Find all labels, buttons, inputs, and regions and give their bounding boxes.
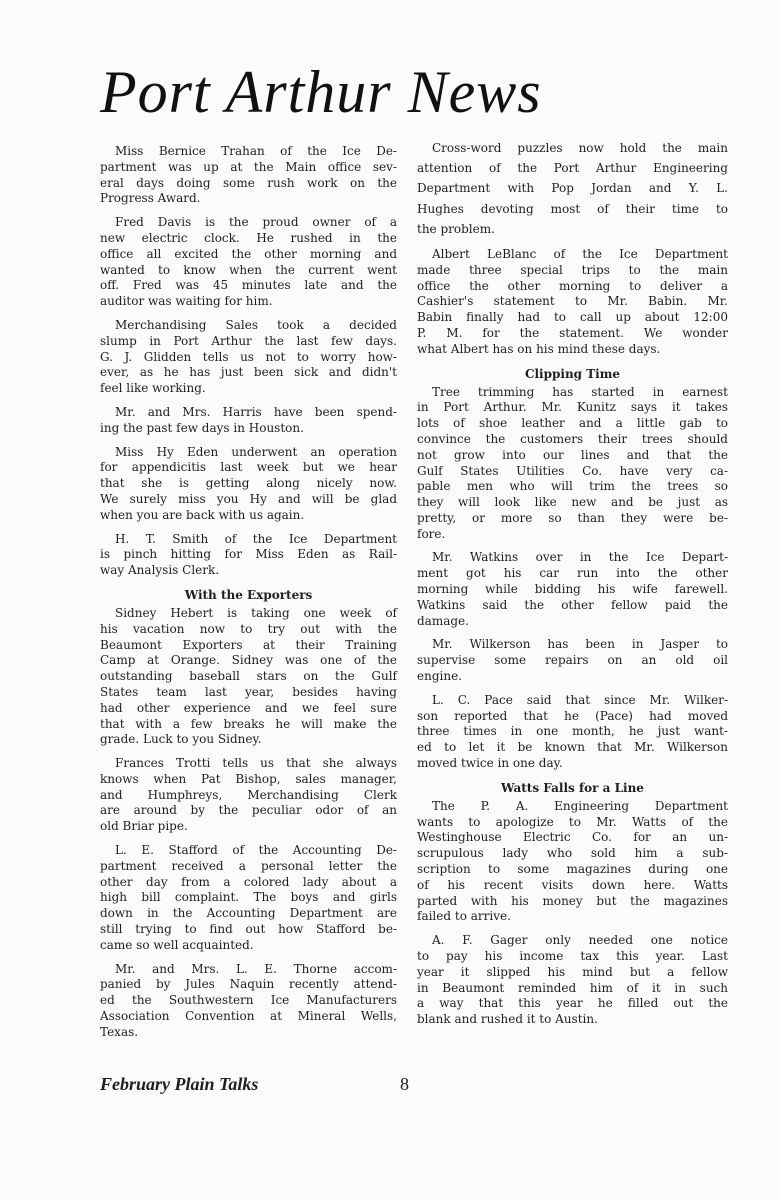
text-line: Cashier's statement to Mr. Babin. Mr. <box>417 294 728 309</box>
text-line: Gulf States Utilities Co. have very ca- <box>417 463 728 478</box>
text-line: in Beaumont reminded him of it in such <box>417 980 728 995</box>
text-line: for appendicitis last week but we hear <box>100 460 397 475</box>
text-line: States team last year, besides having <box>100 684 397 699</box>
text-line: Camp at Orange. Sidney was one of the <box>100 653 397 668</box>
text-line: Mr. and Mrs. Harris have been spend- <box>115 404 397 419</box>
text-line: knows when Pat Bishop, sales manager, <box>100 771 397 786</box>
text-line: is pinch hitting for Miss Eden as Rail- <box>100 547 397 562</box>
text-line: to pay his income tax this year. Last <box>417 949 728 964</box>
text-line: Progress Award. <box>100 191 201 206</box>
text-line: morning while bidding his wife farewell. <box>417 582 728 597</box>
text-line: Miss Hy Eden underwent an operation <box>115 444 397 459</box>
text-line: office the other morning to deliver a <box>417 278 728 293</box>
text-line: P. M. for the statement. We wonder <box>417 325 728 340</box>
text-line: partment received a personal letter the <box>100 858 397 873</box>
text-line: partment was up at the Main office sev- <box>100 159 397 174</box>
left-column <box>100 144 397 1049</box>
paragraph <box>417 799 728 925</box>
paragraph <box>100 215 397 310</box>
text-line: Watkins said the other fellow paid the <box>417 597 728 612</box>
text-line: wants to apologize to Mr. Watts of the <box>417 814 728 829</box>
text-line: slump in Port Arthur the last few days. <box>100 333 397 348</box>
text-line: pable men who will trim the trees so <box>417 479 728 494</box>
paragraph <box>100 318 397 397</box>
paragraph <box>100 606 397 748</box>
text-line: outstanding baseball stars on the Gulf <box>100 669 397 684</box>
text-line: parted with his money but the magazines <box>417 893 728 908</box>
text-line: other day from a colored lady about a <box>100 874 397 889</box>
section-heading: Watts Falls for a Line <box>501 780 644 795</box>
paragraph <box>100 532 397 579</box>
text-line: ed to let it be known that Mr. Wilkerson <box>417 740 728 755</box>
text-line: office all excited the other morning and <box>100 246 397 261</box>
text-line: supervise some repairs on an old oil <box>417 653 728 668</box>
paragraph <box>417 550 728 629</box>
text-line: Department with Pop Jordan and Y. L. <box>417 181 728 196</box>
text-line: Mr. and Mrs. L. E. Thorne accom- <box>115 961 397 976</box>
text-line: Texas. <box>100 1024 139 1039</box>
text-line: high bill complaint. The boys and girls <box>100 890 397 905</box>
text-line: still trying to find out how Stafford be- <box>100 922 397 937</box>
text-line: ever, as he has just been sick and didn't <box>100 365 397 380</box>
text-line: ing the past few days in Houston. <box>100 420 304 435</box>
text-line: Merchandising Sales took a decided <box>115 317 397 332</box>
text-line: grade. Luck to you Sidney. <box>100 732 262 747</box>
text-line: Hughes devoting most of their time to <box>417 201 728 216</box>
text-line: Mr. Watkins over in the Ice Depart- <box>432 550 728 565</box>
text-line: failed to arrive. <box>417 909 511 924</box>
text-line: G. J. Glidden tells us not to worry how- <box>100 349 397 364</box>
text-line: three times in one month, he just want- <box>417 724 728 739</box>
section-heading: Clipping Time <box>524 366 621 381</box>
text-line: blank and rushed it to Austin. <box>417 1012 598 1027</box>
text-line: panied by Jules Naquin recently attend- <box>100 977 397 992</box>
text-line: We surely miss you Hy and will be glad <box>100 491 397 506</box>
text-line: ment got his car run into the other <box>417 566 728 581</box>
paragraph <box>417 247 728 358</box>
text-line: scrupulous lady who sold him a sub- <box>417 846 728 861</box>
text-line: not grow into our lines and that the <box>417 447 728 462</box>
text-line: ed the Southwestern Ice Manufacturers <box>100 993 397 1008</box>
paragraph <box>417 637 728 684</box>
page-number: 8 <box>400 1074 409 1094</box>
text-line: Albert LeBlanc of the Ice Department <box>432 246 728 261</box>
page-title: Port Arthur News <box>100 59 542 125</box>
paragraph <box>100 843 397 954</box>
text-line: engine. <box>417 669 462 684</box>
text-line: Fred Davis is the proud owner of a <box>115 215 397 230</box>
text-line: year it slipped his mind but a fellow <box>417 964 728 979</box>
text-line: convince the customers their trees should <box>417 431 728 446</box>
paragraph <box>100 756 397 835</box>
text-line: Cross-word puzzles now hold the main <box>432 141 728 155</box>
text-line: when you are back with us again. <box>100 507 305 522</box>
text-line: H. T. Smith of the Ice Department <box>115 531 397 546</box>
text-line: attention of the Port Arthur Engineering <box>417 161 728 176</box>
text-line: Miss Bernice Trahan of the Ice De- <box>115 144 397 158</box>
text-line: scription to some magazines during one <box>417 862 728 877</box>
text-line: wanted to know when the current went <box>100 262 397 277</box>
text-line: came so well acquainted. <box>100 937 254 952</box>
text-line: a way that this year he filled out the <box>417 996 728 1011</box>
text-line: moved twice in one day. <box>417 756 563 771</box>
text-line: son reported that he (Pace) had moved <box>417 708 728 723</box>
paragraph <box>417 933 728 1028</box>
text-line: had other experience and we feel sure <box>100 700 397 715</box>
right-column <box>417 138 728 1036</box>
paragraph <box>417 693 728 772</box>
text-line: and Humphreys, Merchandising Clerk <box>100 787 397 802</box>
text-line: Tree trimming has started in earnest <box>432 384 728 399</box>
text-line: down in the Accounting Department are <box>100 906 397 921</box>
text-line: Association Convention at Mineral Wells, <box>100 1009 397 1024</box>
text-line: that she is getting along nicely now. <box>100 476 397 491</box>
text-line: Sidney Hebert is taking one week of <box>115 605 397 620</box>
text-line: made three special trips to the main <box>417 262 728 277</box>
text-line: in Port Arthur. Mr. Kunitz says it takes <box>417 400 728 415</box>
text-line: Babin finally had to call up about 12:00 <box>417 310 728 325</box>
text-line: lots of shoe leather and a little gab to <box>417 416 728 431</box>
text-line: L. E. Stafford of the Accounting De- <box>115 843 397 858</box>
text-line: Westinghouse Electric Co. for an un- <box>417 830 728 845</box>
text-line: new electric clock. He rushed in the <box>100 230 397 245</box>
text-line: A. F. Gager only needed one notice <box>432 933 728 948</box>
text-line: pretty, or more so than they were be- <box>417 510 728 525</box>
paragraph <box>100 962 397 1041</box>
text-line: L. C. Pace said that since Mr. Wilker- <box>432 692 728 707</box>
text-line: of his recent visits down here. Watts <box>417 877 728 892</box>
text-line: Frances Trotti tells us that she always <box>115 756 397 771</box>
section-heading: With the Exporters <box>184 587 313 602</box>
text-line: damage. <box>417 613 469 628</box>
text-line: Beaumont Exporters at their Training <box>100 637 397 652</box>
text-line: they will look like new and be just as <box>417 495 728 510</box>
text-line: Mr. Wilkerson has been in Jasper to <box>432 637 728 652</box>
text-line: The P. A. Engineering Department <box>432 798 728 813</box>
text-line: eral days doing some rush work on the <box>100 175 397 190</box>
paragraph <box>100 445 397 524</box>
text-line: way Analysis Clerk. <box>100 563 220 578</box>
text-line: old Briar pipe. <box>100 819 188 834</box>
text-line: feel like working. <box>100 381 206 396</box>
text-line: fore. <box>417 526 446 541</box>
text-line: auditor was waiting for him. <box>100 294 273 309</box>
paragraph <box>417 138 728 239</box>
publication-name: February Plain Talks <box>100 1074 259 1094</box>
paragraph <box>100 144 397 207</box>
text-line: what Albert has on his mind these days. <box>417 341 661 356</box>
text-line: his vacation now to try out with the <box>100 621 397 636</box>
text-line: are around by the peculiar odor of an <box>100 803 397 818</box>
text-line: off. Fred was 45 minutes late and the <box>100 278 397 293</box>
paragraph <box>417 385 728 543</box>
paragraph <box>100 405 397 437</box>
text-line: the problem. <box>417 221 495 236</box>
text-line: that with a few breaks he will make the <box>100 716 397 731</box>
